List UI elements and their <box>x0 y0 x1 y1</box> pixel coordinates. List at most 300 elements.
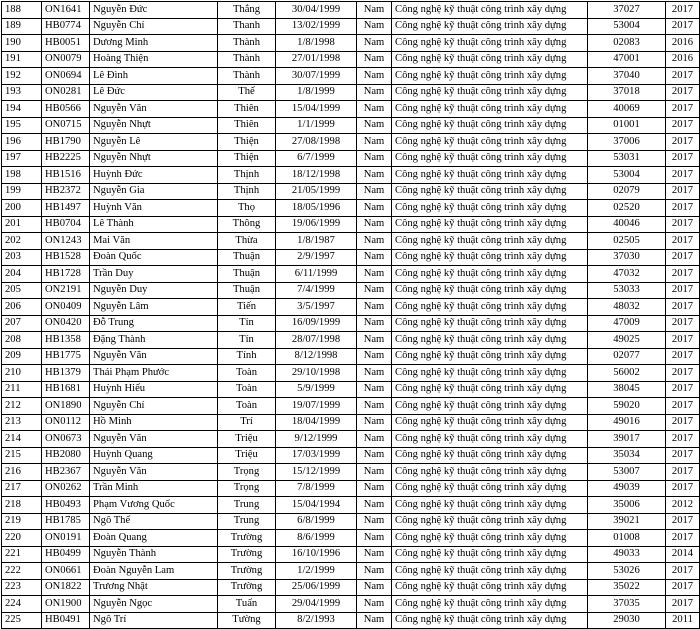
graduation-year-cell: 2017 <box>666 398 700 415</box>
date-of-birth-cell: 15/12/1999 <box>276 464 357 481</box>
date-of-birth-cell: 6/8/1999 <box>276 513 357 530</box>
student-code-cell: ON0694 <box>42 68 90 85</box>
major-code-cell: 01008 <box>588 530 666 547</box>
gender-cell: Nam <box>357 464 392 481</box>
gender-cell: Nam <box>357 200 392 217</box>
graduation-year-cell: 2017 <box>666 266 700 283</box>
date-of-birth-cell: 30/04/1999 <box>276 2 357 19</box>
last-middle-name-cell: Nguyễn Chí <box>90 398 218 415</box>
gender-cell: Nam <box>357 134 392 151</box>
row-number-cell: 224 <box>2 596 42 613</box>
student-code-cell: ON2191 <box>42 282 90 299</box>
graduation-year-cell: 2017 <box>666 596 700 613</box>
graduation-year-cell: 2017 <box>666 332 700 349</box>
table-row <box>2 183 700 200</box>
row-number-cell: 203 <box>2 249 42 266</box>
table-row <box>2 530 700 547</box>
first-name-cell: Thành <box>218 51 276 68</box>
student-code-cell: ON0420 <box>42 315 90 332</box>
major-code-cell: 53031 <box>588 150 666 167</box>
major-name-cell: Công nghệ kỹ thuật công trình xây dựng <box>392 563 588 580</box>
major-code-cell: 47032 <box>588 266 666 283</box>
student-code-cell: ON0715 <box>42 117 90 134</box>
student-code-cell: HB2225 <box>42 150 90 167</box>
date-of-birth-cell: 7/8/1999 <box>276 480 357 497</box>
row-number-cell: 211 <box>2 381 42 398</box>
student-code-cell: HB0704 <box>42 216 90 233</box>
last-middle-name-cell: Nguyễn Văn <box>90 464 218 481</box>
gender-cell: Nam <box>357 579 392 596</box>
first-name-cell: Tín <box>218 315 276 332</box>
major-code-cell: 53007 <box>588 464 666 481</box>
date-of-birth-cell: 3/5/1997 <box>276 299 357 316</box>
student-code-cell: ON1822 <box>42 579 90 596</box>
major-name-cell: Công nghệ kỹ thuật công trình xây dựng <box>392 200 588 217</box>
major-name-cell: Công nghệ kỹ thuật công trình xây dựng <box>392 266 588 283</box>
major-code-cell: 49025 <box>588 332 666 349</box>
student-code-cell: HB0493 <box>42 497 90 514</box>
major-name-cell: Công nghệ kỹ thuật công trình xây dựng <box>392 579 588 596</box>
row-number-cell: 204 <box>2 266 42 283</box>
date-of-birth-cell: 21/05/1999 <box>276 183 357 200</box>
student-code-cell: ON0409 <box>42 299 90 316</box>
last-middle-name-cell: Nguyễn Duy <box>90 282 218 299</box>
major-code-cell: 02083 <box>588 35 666 52</box>
first-name-cell: Thiên <box>218 117 276 134</box>
student-code-cell: HB2367 <box>42 464 90 481</box>
last-middle-name-cell: Nguyễn Chí <box>90 18 218 35</box>
student-code-cell: HB2372 <box>42 183 90 200</box>
graduation-year-cell: 2017 <box>666 167 700 184</box>
first-name-cell: Trường <box>218 563 276 580</box>
graduation-year-cell: 2017 <box>666 447 700 464</box>
first-name-cell: Thanh <box>218 18 276 35</box>
major-code-cell: 02079 <box>588 183 666 200</box>
date-of-birth-cell: 7/4/1999 <box>276 282 357 299</box>
student-code-cell: ON0079 <box>42 51 90 68</box>
student-code-cell: ON1900 <box>42 596 90 613</box>
last-middle-name-cell: Dương Minh <box>90 35 218 52</box>
major-name-cell: Công nghệ kỹ thuật công trình xây dựng <box>392 447 588 464</box>
first-name-cell: Tuấn <box>218 596 276 613</box>
date-of-birth-cell: 5/9/1999 <box>276 381 357 398</box>
major-code-cell: 37018 <box>588 84 666 101</box>
gender-cell: Nam <box>357 18 392 35</box>
date-of-birth-cell: 1/8/1987 <box>276 233 357 250</box>
major-name-cell: Công nghệ kỹ thuật công trình xây dựng <box>392 315 588 332</box>
row-number-cell: 188 <box>2 2 42 19</box>
last-middle-name-cell: Trần Minh <box>90 480 218 497</box>
student-code-cell: HB1790 <box>42 134 90 151</box>
gender-cell: Nam <box>357 249 392 266</box>
major-code-cell: 40046 <box>588 216 666 233</box>
major-name-cell: Công nghệ kỹ thuật công trình xây dựng <box>392 513 588 530</box>
major-name-cell: Công nghệ kỹ thuật công trình xây dựng <box>392 183 588 200</box>
table-row <box>2 282 700 299</box>
student-code-cell: HB2080 <box>42 447 90 464</box>
table-row <box>2 365 700 382</box>
date-of-birth-cell: 19/06/1999 <box>276 216 357 233</box>
table-row <box>2 398 700 415</box>
major-code-cell: 29030 <box>588 612 666 629</box>
last-middle-name-cell: Nguyễn Thành <box>90 546 218 563</box>
first-name-cell: Thành <box>218 68 276 85</box>
date-of-birth-cell: 19/07/1999 <box>276 398 357 415</box>
table-row <box>2 51 700 68</box>
graduation-year-cell: 2016 <box>666 51 700 68</box>
major-name-cell: Công nghệ kỹ thuật công trình xây dựng <box>392 381 588 398</box>
date-of-birth-cell: 18/05/1996 <box>276 200 357 217</box>
major-name-cell: Công nghệ kỹ thuật công trình xây dựng <box>392 596 588 613</box>
last-middle-name-cell: Đoàn Quốc <box>90 249 218 266</box>
first-name-cell: Thịnh <box>218 167 276 184</box>
last-middle-name-cell: Trần Duy <box>90 266 218 283</box>
gender-cell: Nam <box>357 315 392 332</box>
gender-cell: Nam <box>357 431 392 448</box>
row-number-cell: 208 <box>2 332 42 349</box>
date-of-birth-cell: 1/8/1998 <box>276 35 357 52</box>
major-code-cell: 53004 <box>588 18 666 35</box>
graduation-year-cell: 2017 <box>666 530 700 547</box>
row-number-cell: 189 <box>2 18 42 35</box>
last-middle-name-cell: Lê Đình <box>90 68 218 85</box>
student-code-cell: ON0661 <box>42 563 90 580</box>
row-number-cell: 213 <box>2 414 42 431</box>
row-number-cell: 222 <box>2 563 42 580</box>
major-code-cell: 59020 <box>588 398 666 415</box>
major-name-cell: Công nghệ kỹ thuật công trình xây dựng <box>392 431 588 448</box>
last-middle-name-cell: Nguyễn Nhựt <box>90 117 218 134</box>
graduation-year-cell: 2014 <box>666 546 700 563</box>
table-row <box>2 497 700 514</box>
student-code-cell: HB0491 <box>42 612 90 629</box>
major-name-cell: Công nghệ kỹ thuật công trình xây dựng <box>392 233 588 250</box>
gender-cell: Nam <box>357 332 392 349</box>
table-row <box>2 546 700 563</box>
gender-cell: Nam <box>357 183 392 200</box>
major-name-cell: Công nghệ kỹ thuật công trình xây dựng <box>392 530 588 547</box>
major-code-cell: 02520 <box>588 200 666 217</box>
graduation-year-cell: 2017 <box>666 299 700 316</box>
graduation-year-cell: 2017 <box>666 381 700 398</box>
last-middle-name-cell: Huỳnh Quang <box>90 447 218 464</box>
major-name-cell: Công nghệ kỹ thuật công trình xây dựng <box>392 18 588 35</box>
major-code-cell: 39017 <box>588 431 666 448</box>
table-row <box>2 134 700 151</box>
major-code-cell: 53033 <box>588 282 666 299</box>
first-name-cell: Thuận <box>218 249 276 266</box>
table-row <box>2 348 700 365</box>
graduation-year-cell: 2017 <box>666 414 700 431</box>
gender-cell: Nam <box>357 480 392 497</box>
student-code-cell: ON0191 <box>42 530 90 547</box>
last-middle-name-cell: Nguyễn Nhựt <box>90 150 218 167</box>
table-row <box>2 563 700 580</box>
date-of-birth-cell: 16/09/1999 <box>276 315 357 332</box>
date-of-birth-cell: 27/08/1998 <box>276 134 357 151</box>
major-code-cell: 56002 <box>588 365 666 382</box>
last-middle-name-cell: Đoàn Quang <box>90 530 218 547</box>
first-name-cell: Thiện <box>218 150 276 167</box>
first-name-cell: Thế <box>218 84 276 101</box>
graduation-year-cell: 2017 <box>666 365 700 382</box>
date-of-birth-cell: 13/02/1999 <box>276 18 357 35</box>
row-number-cell: 221 <box>2 546 42 563</box>
major-code-cell: 48032 <box>588 299 666 316</box>
graduation-year-cell: 2017 <box>666 2 700 19</box>
first-name-cell: Toàn <box>218 381 276 398</box>
last-middle-name-cell: Nguyễn Văn <box>90 431 218 448</box>
first-name-cell: Trọng <box>218 480 276 497</box>
student-code-cell: HB1516 <box>42 167 90 184</box>
student-code-cell: HB0566 <box>42 101 90 118</box>
table-row <box>2 431 700 448</box>
major-code-cell: 37035 <box>588 596 666 613</box>
date-of-birth-cell: 17/03/1999 <box>276 447 357 464</box>
graduation-year-cell: 2017 <box>666 18 700 35</box>
date-of-birth-cell: 1/1/1999 <box>276 117 357 134</box>
student-code-cell: HB0051 <box>42 35 90 52</box>
last-middle-name-cell: Ngô Trí <box>90 612 218 629</box>
graduation-year-cell: 2016 <box>666 35 700 52</box>
major-name-cell: Công nghệ kỹ thuật công trình xây dựng <box>392 249 588 266</box>
first-name-cell: Toàn <box>218 365 276 382</box>
graduation-year-cell: 2017 <box>666 183 700 200</box>
major-code-cell: 47001 <box>588 51 666 68</box>
table-row <box>2 579 700 596</box>
major-name-cell: Công nghệ kỹ thuật công trình xây dựng <box>392 348 588 365</box>
major-code-cell: 49039 <box>588 480 666 497</box>
major-name-cell: Công nghệ kỹ thuật công trình xây dựng <box>392 546 588 563</box>
last-middle-name-cell: Huỳnh Đức <box>90 167 218 184</box>
major-name-cell: Công nghệ kỹ thuật công trình xây dựng <box>392 612 588 629</box>
major-code-cell: 53004 <box>588 167 666 184</box>
first-name-cell: Triệu <box>218 431 276 448</box>
date-of-birth-cell: 8/2/1993 <box>276 612 357 629</box>
major-name-cell: Công nghệ kỹ thuật công trình xây dựng <box>392 332 588 349</box>
student-code-cell: HB0774 <box>42 18 90 35</box>
table-body <box>2 2 700 629</box>
gender-cell: Nam <box>357 266 392 283</box>
table-row <box>2 596 700 613</box>
first-name-cell: Trung <box>218 497 276 514</box>
graduation-year-cell: 2011 <box>666 612 700 629</box>
major-code-cell: 49033 <box>588 546 666 563</box>
first-name-cell: Tính <box>218 348 276 365</box>
last-middle-name-cell: Nguyễn Lê <box>90 134 218 151</box>
student-code-cell: HB1497 <box>42 200 90 217</box>
last-middle-name-cell: Đoàn Nguyễn Lam <box>90 563 218 580</box>
table-row <box>2 68 700 85</box>
graduation-year-cell: 2017 <box>666 579 700 596</box>
date-of-birth-cell: 6/7/1999 <box>276 150 357 167</box>
gender-cell: Nam <box>357 84 392 101</box>
last-middle-name-cell: Ngô Thế <box>90 513 218 530</box>
student-code-cell: ON0673 <box>42 431 90 448</box>
row-number-cell: 198 <box>2 167 42 184</box>
major-code-cell: 53026 <box>588 563 666 580</box>
major-code-cell: 35006 <box>588 497 666 514</box>
major-code-cell: 37027 <box>588 2 666 19</box>
table-row <box>2 35 700 52</box>
date-of-birth-cell: 8/12/1998 <box>276 348 357 365</box>
gender-cell: Nam <box>357 167 392 184</box>
gender-cell: Nam <box>357 51 392 68</box>
major-name-cell: Công nghệ kỹ thuật công trình xây dựng <box>392 414 588 431</box>
date-of-birth-cell: 16/10/1996 <box>276 546 357 563</box>
last-middle-name-cell: Nguyễn Gia <box>90 183 218 200</box>
date-of-birth-cell: 15/04/1999 <box>276 101 357 118</box>
major-name-cell: Công nghệ kỹ thuật công trình xây dựng <box>392 35 588 52</box>
first-name-cell: Thông <box>218 216 276 233</box>
row-number-cell: 217 <box>2 480 42 497</box>
first-name-cell: Trường <box>218 530 276 547</box>
table-row <box>2 414 700 431</box>
student-code-cell: ON0262 <box>42 480 90 497</box>
table-row <box>2 101 700 118</box>
major-name-cell: Công nghệ kỹ thuật công trình xây dựng <box>392 216 588 233</box>
first-name-cell: Trọng <box>218 464 276 481</box>
table-row <box>2 117 700 134</box>
last-middle-name-cell: Mai Văn <box>90 233 218 250</box>
graduation-year-cell: 2017 <box>666 282 700 299</box>
major-code-cell: 37030 <box>588 249 666 266</box>
major-name-cell: Công nghệ kỹ thuật công trình xây dựng <box>392 497 588 514</box>
last-middle-name-cell: Nguyễn Văn <box>90 101 218 118</box>
graduation-year-cell: 2012 <box>666 497 700 514</box>
major-code-cell: 47009 <box>588 315 666 332</box>
gender-cell: Nam <box>357 447 392 464</box>
student-table <box>1 1 700 629</box>
student-code-cell: HB1379 <box>42 365 90 382</box>
row-number-cell: 207 <box>2 315 42 332</box>
major-name-cell: Công nghệ kỹ thuật công trình xây dựng <box>392 51 588 68</box>
first-name-cell: Trí <box>218 414 276 431</box>
table-row <box>2 200 700 217</box>
row-number-cell: 195 <box>2 117 42 134</box>
first-name-cell: Trường <box>218 546 276 563</box>
graduation-year-cell: 2017 <box>666 348 700 365</box>
first-name-cell: Triệu <box>218 447 276 464</box>
student-code-cell: HB1728 <box>42 266 90 283</box>
last-middle-name-cell: Thái Phạm Phước <box>90 365 218 382</box>
date-of-birth-cell: 30/07/1999 <box>276 68 357 85</box>
major-code-cell: 35034 <box>588 447 666 464</box>
major-name-cell: Công nghệ kỹ thuật công trình xây dựng <box>392 167 588 184</box>
table-row <box>2 464 700 481</box>
gender-cell: Nam <box>357 117 392 134</box>
gender-cell: Nam <box>357 216 392 233</box>
major-name-cell: Công nghệ kỹ thuật công trình xây dựng <box>392 68 588 85</box>
major-code-cell: 38045 <box>588 381 666 398</box>
graduation-year-cell: 2017 <box>666 233 700 250</box>
gender-cell: Nam <box>357 68 392 85</box>
student-code-cell: ON0112 <box>42 414 90 431</box>
first-name-cell: Trường <box>218 579 276 596</box>
row-number-cell: 209 <box>2 348 42 365</box>
gender-cell: Nam <box>357 233 392 250</box>
date-of-birth-cell: 1/2/1999 <box>276 563 357 580</box>
date-of-birth-cell: 29/04/1999 <box>276 596 357 613</box>
date-of-birth-cell: 6/11/1999 <box>276 266 357 283</box>
row-number-cell: 196 <box>2 134 42 151</box>
student-code-cell: HB1681 <box>42 381 90 398</box>
row-number-cell: 205 <box>2 282 42 299</box>
graduation-year-cell: 2017 <box>666 431 700 448</box>
major-name-cell: Công nghệ kỹ thuật công trình xây dựng <box>392 464 588 481</box>
row-number-cell: 192 <box>2 68 42 85</box>
table-row <box>2 315 700 332</box>
first-name-cell: Thiện <box>218 134 276 151</box>
graduation-year-cell: 2017 <box>666 101 700 118</box>
first-name-cell: Thuận <box>218 266 276 283</box>
last-middle-name-cell: Trương Nhật <box>90 579 218 596</box>
first-name-cell: Thành <box>218 35 276 52</box>
row-number-cell: 193 <box>2 84 42 101</box>
last-middle-name-cell: Huỳnh Hiếu <box>90 381 218 398</box>
gender-cell: Nam <box>357 612 392 629</box>
major-code-cell: 01001 <box>588 117 666 134</box>
row-number-cell: 201 <box>2 216 42 233</box>
first-name-cell: Toàn <box>218 398 276 415</box>
table-row <box>2 381 700 398</box>
row-number-cell: 212 <box>2 398 42 415</box>
student-code-cell: HB1775 <box>42 348 90 365</box>
gender-cell: Nam <box>357 299 392 316</box>
table-row <box>2 447 700 464</box>
first-name-cell: Thiên <box>218 101 276 118</box>
table-row <box>2 332 700 349</box>
student-code-cell: HB1785 <box>42 513 90 530</box>
student-code-cell: ON1890 <box>42 398 90 415</box>
gender-cell: Nam <box>357 596 392 613</box>
date-of-birth-cell: 8/6/1999 <box>276 530 357 547</box>
table-row <box>2 167 700 184</box>
major-name-cell: Công nghệ kỹ thuật công trình xây dựng <box>392 365 588 382</box>
major-code-cell: 39021 <box>588 513 666 530</box>
date-of-birth-cell: 28/07/1998 <box>276 332 357 349</box>
gender-cell: Nam <box>357 563 392 580</box>
gender-cell: Nam <box>357 282 392 299</box>
table-row <box>2 150 700 167</box>
last-middle-name-cell: Hoàng Thiện <box>90 51 218 68</box>
table-row <box>2 513 700 530</box>
row-number-cell: 200 <box>2 200 42 217</box>
first-name-cell: Thừa <box>218 233 276 250</box>
student-code-cell: HB0499 <box>42 546 90 563</box>
student-code-cell: ON1641 <box>42 2 90 19</box>
table-row <box>2 2 700 19</box>
table-row <box>2 612 700 629</box>
gender-cell: Nam <box>357 398 392 415</box>
row-number-cell: 219 <box>2 513 42 530</box>
last-middle-name-cell: Huỳnh Văn <box>90 200 218 217</box>
major-code-cell: 02077 <box>588 348 666 365</box>
graduation-year-cell: 2017 <box>666 117 700 134</box>
date-of-birth-cell: 25/06/1999 <box>276 579 357 596</box>
major-code-cell: 49016 <box>588 414 666 431</box>
first-name-cell: Thuận <box>218 282 276 299</box>
row-number-cell: 206 <box>2 299 42 316</box>
graduation-year-cell: 2017 <box>666 134 700 151</box>
date-of-birth-cell: 2/9/1997 <box>276 249 357 266</box>
major-name-cell: Công nghệ kỹ thuật công trình xây dựng <box>392 150 588 167</box>
graduation-year-cell: 2017 <box>666 68 700 85</box>
major-code-cell: 35022 <box>588 579 666 596</box>
date-of-birth-cell: 9/12/1999 <box>276 431 357 448</box>
graduation-year-cell: 2017 <box>666 200 700 217</box>
row-number-cell: 210 <box>2 365 42 382</box>
